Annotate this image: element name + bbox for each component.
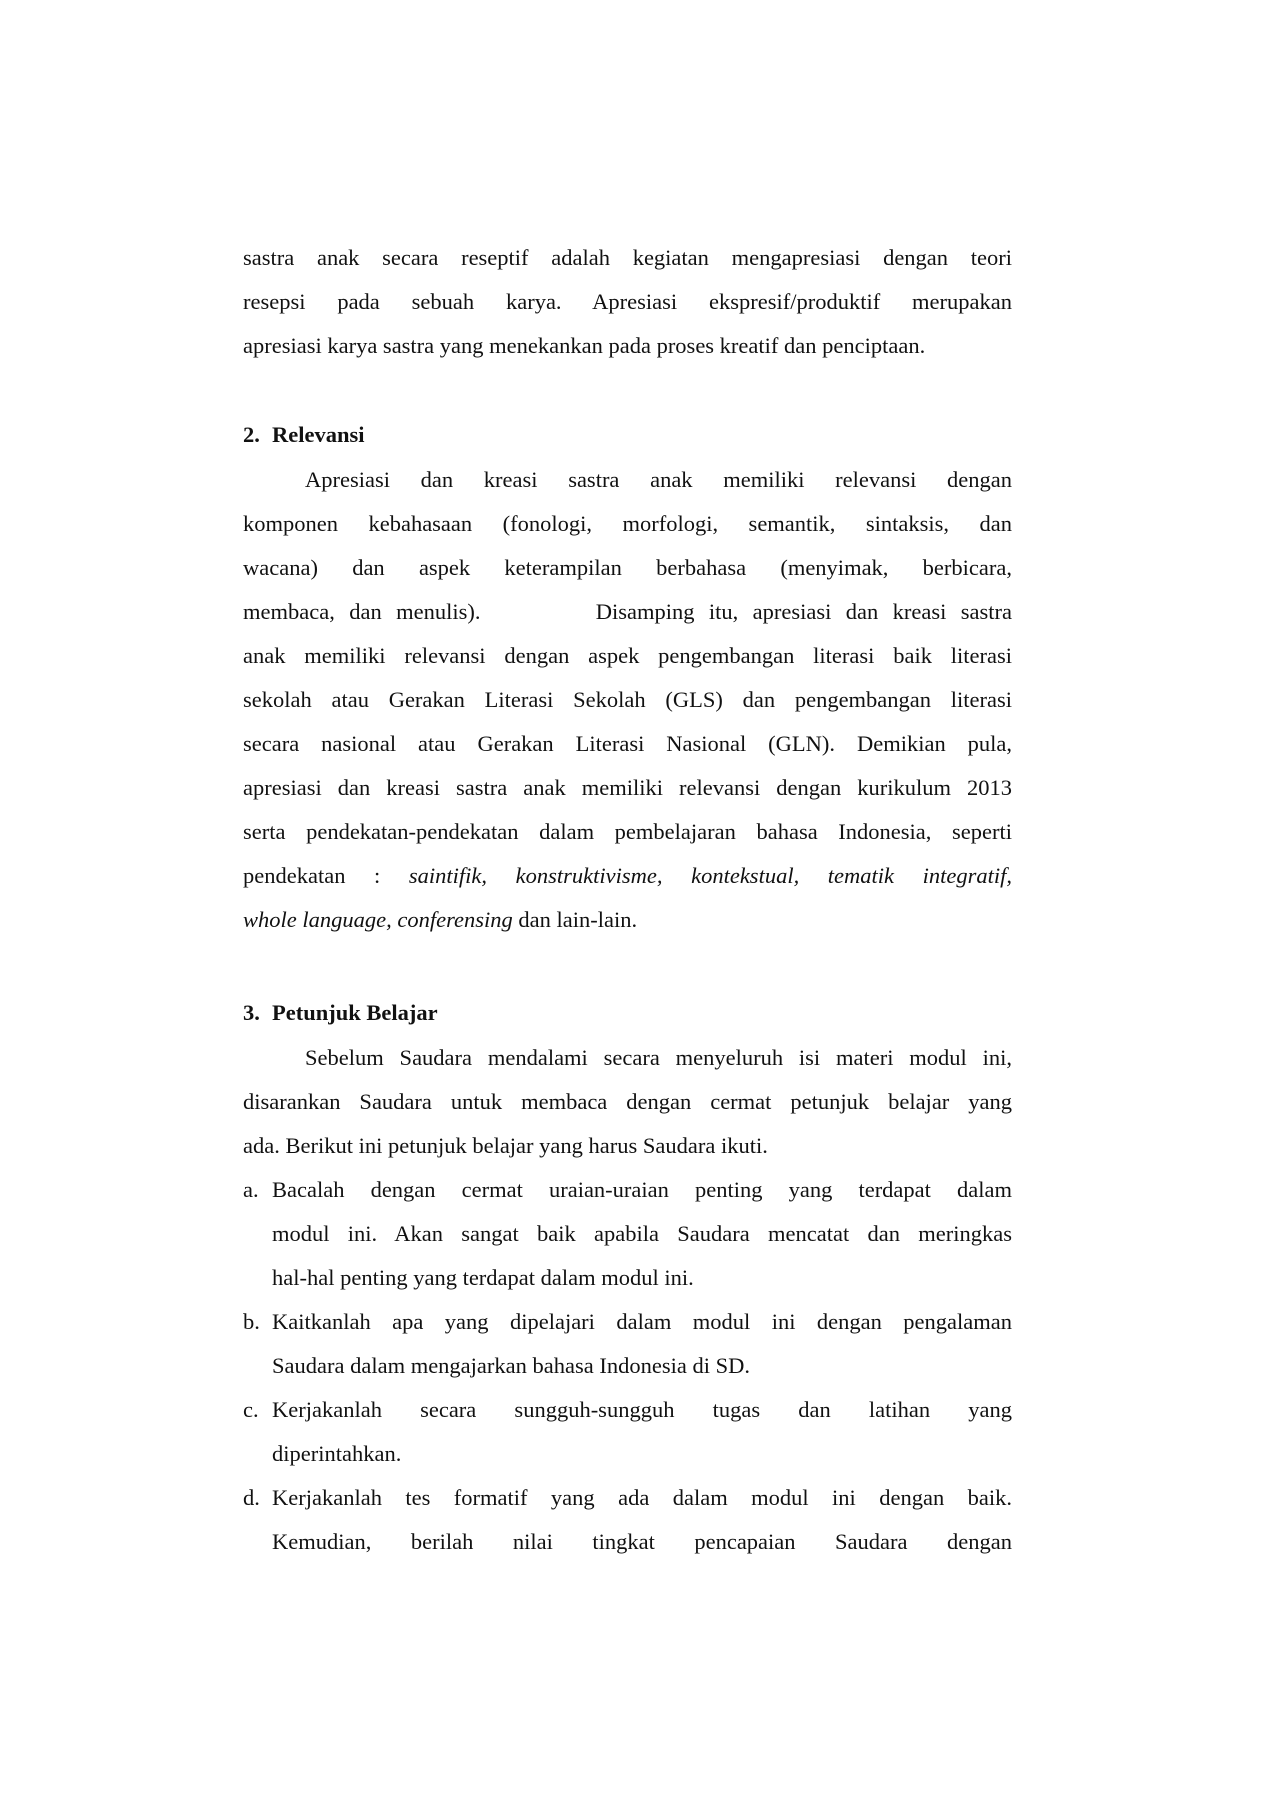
approaches-prefix: pendekatan :	[243, 863, 409, 888]
text-line: apresiasi dan kreasi sastra anak memiliki relevansi dengan kurikulum 2013	[243, 775, 1012, 800]
text-line: modul ini. Akan sangat baik apabila Saudara mencatat dan meringkas	[272, 1221, 1012, 1246]
text-line: Kemudian, berilah nilai tingkat pencapaian Saudara dengan	[272, 1529, 1012, 1554]
list-marker: d.	[243, 1485, 260, 1510]
section-number: 3.	[243, 1000, 260, 1025]
text-line: Saudara dalam mengajarkan bahasa Indonesia di SD.	[272, 1353, 750, 1378]
text-line: hal-hal penting yang terdapat dalam modul ini.	[272, 1265, 694, 1290]
text-line: sekolah atau Gerakan Literasi Sekolah (GLS) dan pengembangan literasi	[243, 687, 1012, 712]
list-marker: c.	[243, 1397, 259, 1422]
text-line: anak memiliki relevansi dengan aspek pengembangan literasi baik literasi	[243, 643, 1012, 668]
text-line: wacana) dan aspek keterampilan berbahasa (menyimak, berbicara,	[243, 555, 1012, 580]
section-title: Relevansi	[272, 422, 365, 447]
text-line: komponen kebahasaan (fonologi, morfologi, semantik, sintaksis, dan	[243, 511, 1012, 536]
approaches-list: saintifik, konstruktivisme, kontekstual, tematik integratif,	[408, 863, 1012, 888]
closing-suffix: dan lain-lain.	[512, 907, 638, 932]
text-line: Kerjakanlah secara sungguh-sungguh tugas dan latihan yang	[272, 1397, 1012, 1422]
text-line: diperintahkan.	[272, 1441, 402, 1466]
section-number: 2.	[243, 422, 260, 447]
text-line	[243, 905, 1012, 935]
section-title: Petunjuk Belajar	[272, 1000, 438, 1025]
text-line: serta pendekatan-pendekatan dalam pembelajaran bahasa Indonesia, seperti	[243, 819, 1012, 844]
text-line: disarankan Saudara untuk membaca dengan cermat petunjuk belajar yang	[243, 1089, 1012, 1114]
text-line: Sebelum Saudara mendalami secara menyeluruh isi materi modul ini,	[305, 1045, 1012, 1070]
text-line: Kerjakanlah tes formatif yang ada dalam modul ini dengan baik.	[272, 1485, 1012, 1510]
text-line: sastra anak secara reseptif adalah kegiatan mengapresiasi dengan teori	[243, 245, 1012, 270]
list-marker: b.	[243, 1309, 260, 1334]
text-line: Kaitkanlah apa yang dipelajari dalam modul ini dengan pengalaman	[272, 1309, 1012, 1334]
text-line: Apresiasi dan kreasi sastra anak memiliki relevansi dengan	[305, 467, 1012, 492]
text-line: Bacalah dengan cermat uraian-uraian penting yang terdapat dalam	[272, 1177, 1012, 1202]
list-marker: a.	[243, 1177, 259, 1202]
text-line: secara nasional atau Gerakan Literasi Nasional (GLN). Demikian pula,	[243, 731, 1012, 756]
text-line	[243, 861, 1012, 891]
text-line: membaca, dan menulis). Disamping itu, apresiasi dan kreasi sastra	[243, 599, 1012, 624]
text-line: ada. Berikut ini petunjuk belajar yang harus Saudara ikuti.	[243, 1133, 768, 1158]
text-line: resepsi pada sebuah karya. Apresiasi ekspresif/produktif merupakan	[243, 289, 1012, 314]
approaches-list-continued: whole language, conferensing	[243, 907, 513, 932]
text-line: apresiasi karya sastra yang menekankan pada proses kreatif dan penciptaan.	[243, 333, 926, 358]
